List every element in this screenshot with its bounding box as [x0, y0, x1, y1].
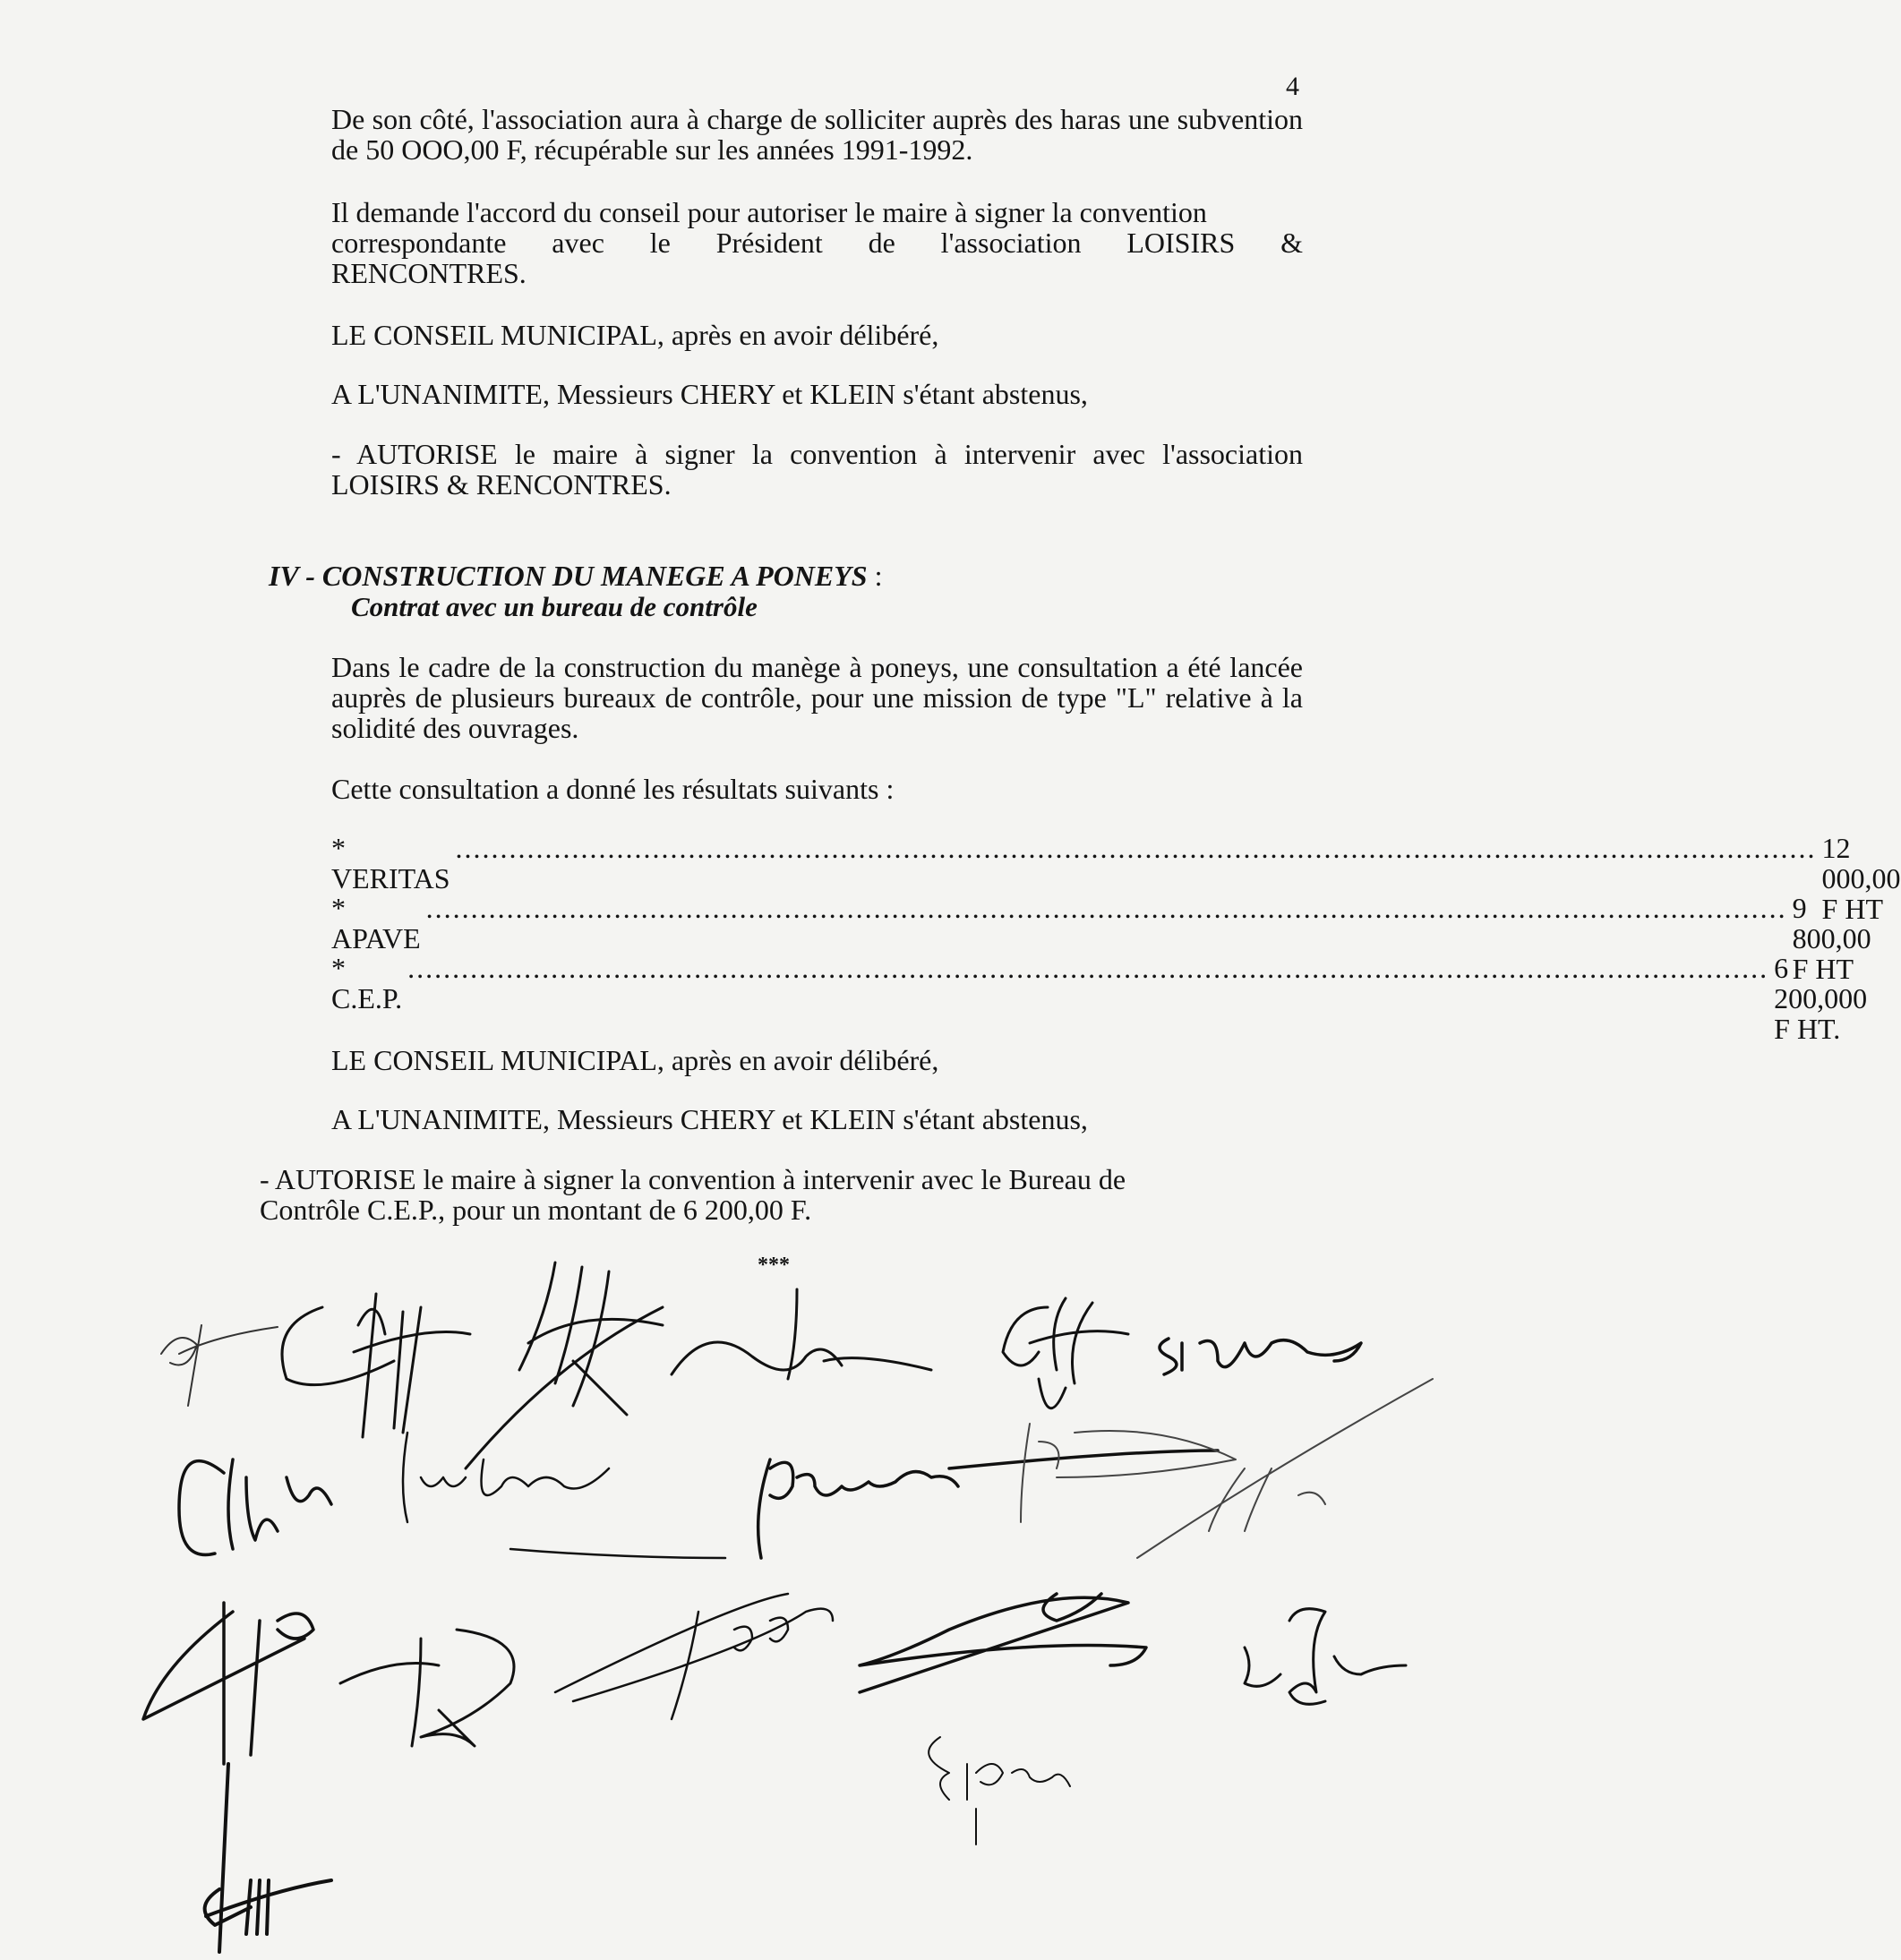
section-heading [269, 561, 882, 591]
signature [860, 1594, 1146, 1692]
autorise-2: - AUTORISE le maire à signer la convention à intervenir avec le Bureau de Contrôle C.E.P., pour un montant de 6 200,00 F. [260, 1163, 1126, 1226]
offer-row: * C.E.P. ........................................................................................................................................................ 6 200,000 F HT. [331, 952, 1868, 1045]
signature [179, 1459, 331, 1554]
offer-price: 9 800,00 F HT [1792, 892, 1871, 985]
section-number: IV - [269, 560, 315, 592]
signature [1003, 1298, 1128, 1408]
offer-name: * C.E.P. [331, 952, 403, 1014]
signature [282, 1294, 470, 1437]
section-colon: : [867, 560, 883, 592]
paragraph-accord [331, 197, 1303, 288]
offer-price: 12 000,00 F HT [1821, 832, 1901, 925]
signature [555, 1594, 833, 1719]
offer-price: 6 200,000 F HT. [1774, 952, 1868, 1045]
signature [1021, 1379, 1433, 1558]
signature [205, 1764, 331, 1952]
offer-row: * APAVE ........................................................................................................................................................ 9 800,00 F HT [331, 892, 1871, 985]
page-number: 4 [1286, 72, 1299, 101]
paragraph-accord-line1: Il demande l'accord du conseil pour autoriser le maire à signer la convention [331, 196, 1207, 228]
paragraph-consultation: Dans le cadre de la construction du manège à poneys, une consultation a été lancée auprès de plusieurs bureaux de contrôle, pour une mission de type "L" relative à la solidité des ouvrages. [331, 651, 1303, 744]
paragraph-accord-line3: RENCONTRES. [331, 257, 527, 289]
signature [1245, 1609, 1406, 1705]
separator-stars: *** [758, 1254, 790, 1277]
offer-row: * VERITAS ........................................................................................................................................................ 12 000,00 F HT [331, 832, 1901, 925]
signature [466, 1262, 663, 1468]
signature [340, 1630, 514, 1746]
paragraph-subvention: De son côté, l'association aura à charge de solliciter auprès des haras une subvention de 50 OOO,00 F, récupérable sur les années 1991-1992. [331, 103, 1303, 166]
unanimite-1: A L'UNANIMITE, Messieurs CHERY et KLEIN s'étant abstenus, [331, 378, 1088, 410]
signature [403, 1433, 725, 1558]
conseil-deliberation-2: LE CONSEIL MUNICIPAL, après en avoir délibéré, [331, 1044, 939, 1076]
unanimite-2: A L'UNANIMITE, Messieurs CHERY et KLEIN s'étant abstenus, [331, 1103, 1088, 1135]
signature [672, 1289, 931, 1379]
offer-name: * VERITAS [331, 832, 450, 894]
section-title: CONSTRUCTION DU MANEGE A PONEYS [321, 560, 868, 592]
signature [929, 1737, 1070, 1844]
autorise-1: - AUTORISE le maire à signer la convention à intervenir avec l'association LOISIRS & RENCONTRES. [331, 438, 1303, 501]
paragraph-accord-line2: correspondante avec le Président de l'association LOISIRS & [331, 227, 1303, 259]
conseil-deliberation-1: LE CONSEIL MUNICIPAL, après en avoir délibéré, [331, 319, 939, 351]
section-subtitle: Contrat avec un bureau de contrôle [351, 591, 758, 622]
signature [161, 1325, 278, 1406]
signatures-area [0, 1254, 1468, 1960]
offer-name: * APAVE [331, 892, 421, 954]
paragraph-resultats: Cette consultation a donné les résultats suivants : [331, 773, 895, 805]
signature [143, 1603, 313, 1764]
signature [758, 1451, 1218, 1558]
signature [1160, 1339, 1361, 1374]
